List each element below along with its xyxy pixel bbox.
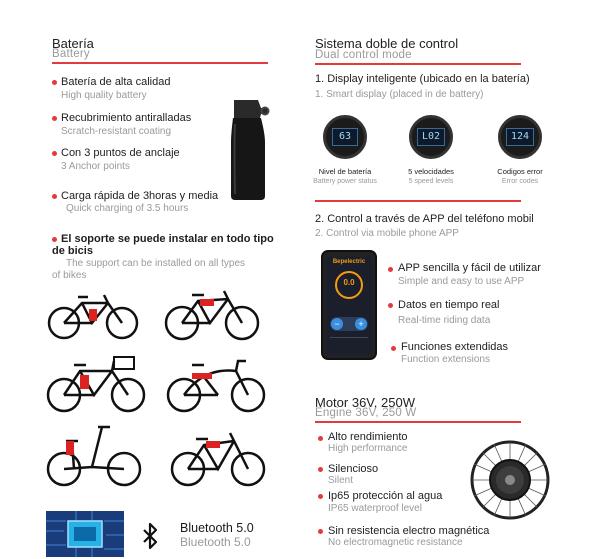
- mount-sub-line1: The support can be installed on all types: [66, 258, 245, 269]
- bike-icon: [172, 433, 264, 485]
- battery-feature-sub: High quality battery: [61, 90, 147, 101]
- minus-button: −: [331, 318, 343, 330]
- phone-app-mockup: [321, 250, 377, 360]
- battery-feature-main: Carga rápida de 3horas y media: [61, 190, 219, 202]
- battery-feature-main: Con 3 puntos de anclaje: [61, 147, 180, 159]
- battery-subtitle: Battery: [52, 48, 90, 60]
- display-sublabel: Error codes: [501, 178, 539, 185]
- display-label: 5 velocidades: [408, 167, 454, 176]
- display-section-subtitle: 1. Smart display (placed in de battery): [315, 89, 484, 100]
- smart-display: [323, 115, 367, 159]
- app-feature-sub: Function extensions: [401, 354, 490, 365]
- motor-feature-sub: Silent: [328, 475, 354, 486]
- motor-feature-main: Alto rendimiento: [328, 431, 408, 443]
- bluetooth-label: Bluetooth 5.0: [180, 521, 254, 535]
- battery-title: Batería: [52, 36, 94, 51]
- display-readout: 63: [332, 128, 358, 146]
- battery-feature-main: Batería de alta calidad: [61, 76, 171, 88]
- app-feature-sub: Simple and easy to use APP: [398, 276, 525, 287]
- mount-sub-line2: of bikes: [52, 270, 87, 281]
- bike-types-illustration: [44, 285, 274, 495]
- bike-icon: [48, 427, 140, 485]
- bullet-icon: [318, 467, 323, 472]
- display-readout: 124: [506, 128, 534, 146]
- bullet-icon: [318, 529, 323, 534]
- control-divider: [315, 63, 521, 65]
- bullet-icon: [52, 80, 57, 85]
- display-sublabel: Battery power status: [313, 178, 377, 185]
- phone-screen: [326, 257, 372, 355]
- bullet-icon: [388, 303, 393, 308]
- motor-feature-sub: IP65 waterproof level: [328, 503, 422, 514]
- battery-feature-main: Recubrimiento antiralladas: [61, 112, 192, 124]
- phone-divider: [330, 337, 368, 338]
- control-subtitle: Dual control mode: [315, 49, 412, 61]
- hub-motor-image: [470, 440, 550, 520]
- bullet-icon: [388, 267, 393, 272]
- app-feature-main: Datos en tiempo real: [398, 299, 500, 311]
- bluetooth-sublabel: Bluetooth 5.0: [180, 535, 251, 549]
- phone-brand: Bepelectric: [332, 259, 366, 265]
- smart-display: [498, 115, 542, 159]
- battery-feature-sub: 3 Anchor points: [61, 161, 130, 172]
- motor-title: Motor 36V, 250W: [315, 395, 415, 410]
- bullet-icon: [391, 346, 396, 351]
- bike-icon: [166, 291, 258, 339]
- bullet-icon: [52, 237, 57, 242]
- plus-button: +: [355, 318, 367, 330]
- bullet-icon: [318, 436, 323, 441]
- bullet-icon: [52, 116, 57, 121]
- motor-subtitle: Engine 36V, 250 W: [315, 407, 417, 419]
- bike-icon: [168, 361, 264, 411]
- motor-feature-main: Sin resistencia electro magnética: [328, 525, 490, 537]
- app-section-subtitle: 2. Control via mobile phone APP: [315, 228, 459, 239]
- app-feature-sub: Real-time riding data: [398, 315, 491, 326]
- motor-feature-sub: No electromagnetic resistance: [328, 537, 463, 548]
- bullet-icon: [52, 151, 57, 156]
- app-feature-main: Funciones extendidas: [401, 341, 509, 353]
- battery-feature-sub: Quick charging of 3.5 hours: [66, 203, 189, 214]
- display-section-title: 1. Display inteligente (ubicado en la batería): [315, 73, 530, 85]
- battery-pack-image: [224, 94, 274, 204]
- bluetooth-icon: [142, 522, 158, 550]
- display-label: Nivel de batería: [318, 167, 372, 176]
- motor-feature-main: Silencioso: [328, 463, 379, 475]
- battery-feature-sub: Scratch-resistant coating: [61, 126, 172, 137]
- motor-feature-main: Ip65 protección al agua: [328, 490, 443, 502]
- mount-main-line1: El soporte se puede instalar en todo tipo: [61, 233, 274, 245]
- app-feature-main: APP sencilla y fácil de utilizar: [398, 262, 541, 274]
- battery-divider: [52, 62, 268, 64]
- bullet-icon: [52, 194, 57, 199]
- smart-display: [409, 115, 453, 159]
- mount-main-line2: de bicis: [52, 245, 93, 257]
- app-section-title: 2. Control a través de APP del teléfono mobil: [315, 213, 534, 225]
- motor-feature-sub: High performance: [328, 443, 408, 454]
- display-divider: [315, 200, 521, 202]
- display-label: Codigos error: [497, 167, 543, 176]
- bike-icon: [49, 295, 137, 338]
- phone-reading: 0.0: [343, 278, 355, 287]
- assist-control: [330, 317, 368, 331]
- circuit-board-image: [46, 511, 124, 557]
- display-readout: L02: [417, 128, 445, 146]
- control-title: Sistema doble de control: [315, 36, 459, 51]
- motor-divider: [315, 421, 521, 423]
- bike-icon: [48, 357, 144, 411]
- bullet-icon: [318, 494, 323, 499]
- display-sublabel: 5 speed levels: [408, 178, 454, 185]
